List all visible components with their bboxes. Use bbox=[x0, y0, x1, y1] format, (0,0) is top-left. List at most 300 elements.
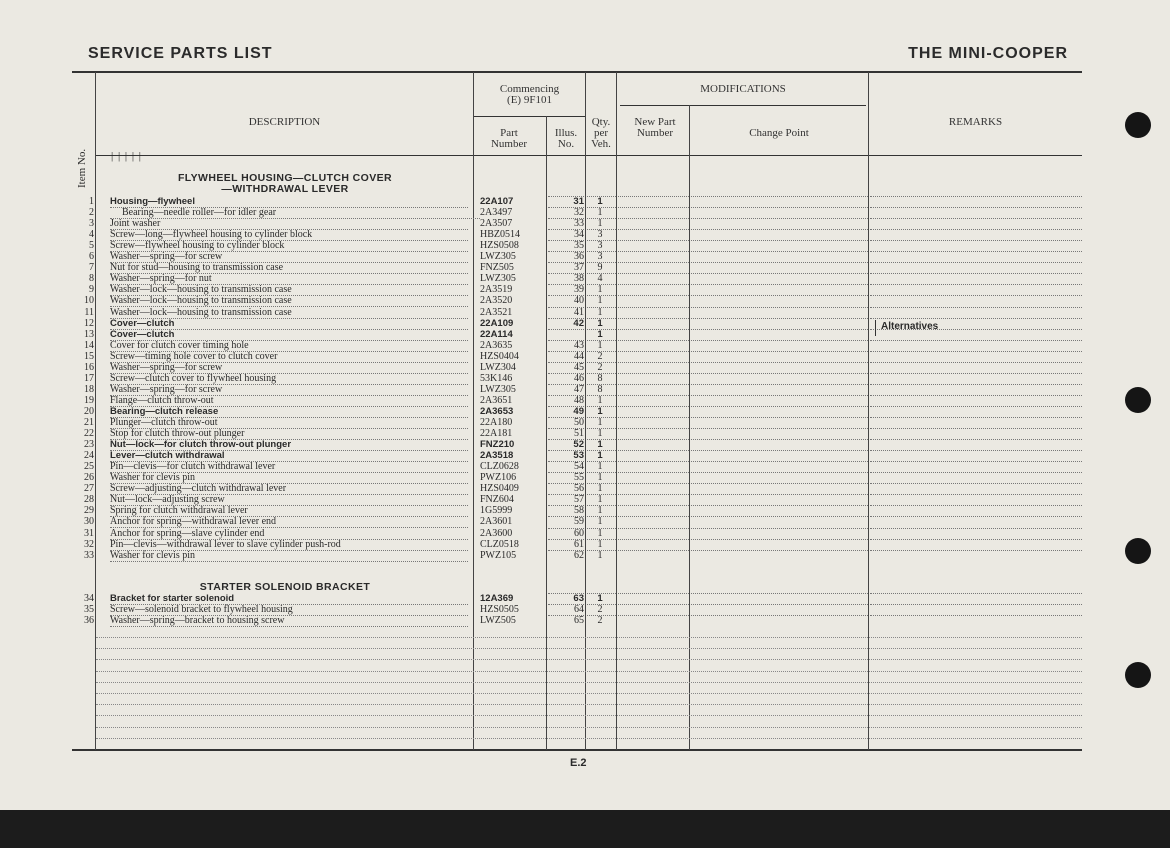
blank-row-line bbox=[96, 693, 1082, 694]
dotted-leader bbox=[548, 494, 584, 495]
dotted-leader bbox=[870, 240, 1082, 241]
dotted-leader bbox=[691, 483, 868, 484]
part-description: Pin—clevis—withdrawal lever to slave cylinder push-rod bbox=[110, 539, 468, 551]
dotted-leader bbox=[870, 494, 1082, 495]
table-row bbox=[72, 295, 1082, 306]
table-row bbox=[72, 406, 1082, 417]
dotted-leader bbox=[691, 494, 868, 495]
table-row bbox=[72, 528, 1082, 539]
illus-number: 32 bbox=[574, 207, 584, 219]
part-number: 1G5999 bbox=[480, 505, 513, 517]
quantity: 1 bbox=[597, 538, 603, 550]
dotted-leader bbox=[618, 207, 689, 208]
part-description: Washer—spring—for screw bbox=[110, 362, 468, 374]
table-row bbox=[72, 229, 1082, 240]
quantity: 1 bbox=[597, 328, 603, 340]
part-description: Housing—flywheel bbox=[110, 196, 468, 208]
binder-hole bbox=[1125, 538, 1151, 564]
header-left-title: SERVICE PARTS LIST bbox=[88, 45, 273, 62]
dotted-leader bbox=[870, 229, 1082, 230]
table-row bbox=[72, 505, 1082, 516]
item-number: 36 bbox=[84, 615, 94, 627]
dotted-leader bbox=[548, 218, 584, 219]
item-number: 3 bbox=[89, 218, 94, 230]
item-number: 6 bbox=[89, 251, 94, 263]
dotted-leader bbox=[587, 229, 616, 230]
dotted-leader bbox=[870, 196, 1082, 197]
quantity: 1 bbox=[597, 494, 603, 506]
table-row bbox=[72, 196, 1082, 207]
item-no-header: Item No. bbox=[76, 148, 88, 188]
quantity: 1 bbox=[597, 394, 603, 406]
dotted-leader bbox=[691, 262, 868, 263]
dotted-leader bbox=[548, 262, 584, 263]
dotted-leader bbox=[691, 604, 868, 605]
dotted-leader bbox=[691, 516, 868, 517]
remarks-header: REMARKS bbox=[948, 116, 1003, 128]
dotted-leader bbox=[618, 550, 689, 551]
new-part-number-header: New Part Number bbox=[634, 116, 676, 139]
part-number: LWZ305 bbox=[480, 383, 516, 395]
part-description: Cover for clutch cover timing hole bbox=[110, 340, 468, 352]
illus-number: 60 bbox=[574, 527, 584, 539]
dotted-leader bbox=[548, 373, 584, 374]
dotted-leader bbox=[691, 395, 868, 396]
dotted-leader bbox=[870, 362, 1082, 363]
table-row bbox=[72, 373, 1082, 384]
dotted-leader bbox=[618, 262, 689, 263]
dotted-leader bbox=[691, 417, 868, 418]
item-number: 11 bbox=[84, 306, 94, 318]
blank-row-line bbox=[96, 671, 1082, 672]
dotted-leader bbox=[587, 384, 616, 385]
dotted-leader bbox=[870, 251, 1082, 252]
item-number: 7 bbox=[89, 262, 94, 274]
item-number: 9 bbox=[89, 284, 94, 296]
item-number: 32 bbox=[84, 538, 94, 550]
dotted-leader bbox=[691, 318, 868, 319]
item-number: 21 bbox=[84, 417, 94, 428]
dotted-leader bbox=[548, 406, 584, 407]
item-number: 12 bbox=[84, 317, 94, 329]
dotted-leader bbox=[870, 417, 1082, 418]
item-number: 19 bbox=[84, 394, 94, 406]
item-number: 23 bbox=[84, 439, 94, 451]
part-description: Screw—long—flywheel housing to cylinder block bbox=[110, 229, 468, 241]
part-number: 2A3507 bbox=[480, 218, 513, 230]
dotted-leader bbox=[691, 528, 868, 529]
dotted-leader bbox=[548, 240, 584, 241]
part-number: 22A109 bbox=[480, 317, 514, 329]
commencing-rule bbox=[474, 116, 585, 117]
item-number: 18 bbox=[84, 383, 94, 395]
quantity: 1 bbox=[597, 196, 603, 207]
part-description: Washer—lock—housing to transmission case bbox=[110, 307, 468, 319]
dotted-leader bbox=[691, 615, 868, 616]
table-bottom-rule bbox=[72, 749, 1082, 751]
dotted-leader bbox=[618, 340, 689, 341]
item-number: 20 bbox=[84, 405, 94, 417]
dotted-leader bbox=[548, 428, 584, 429]
dotted-leader bbox=[548, 539, 584, 540]
part-description: Bearing—needle roller—for idler gear bbox=[110, 207, 480, 219]
dotted-leader bbox=[870, 483, 1082, 484]
part-description: Pin—clevis—for clutch withdrawal lever bbox=[110, 461, 468, 473]
dotted-leader bbox=[618, 329, 689, 330]
illus-number: 47 bbox=[574, 383, 584, 395]
part-number: 22A107 bbox=[480, 196, 514, 207]
dotted-leader bbox=[618, 362, 689, 363]
part-number: 22A114 bbox=[480, 328, 513, 340]
illus-number: 46 bbox=[574, 372, 584, 384]
dotted-leader bbox=[618, 273, 689, 274]
dotted-leader bbox=[587, 295, 616, 296]
dotted-leader bbox=[587, 262, 616, 263]
dotted-leader bbox=[870, 373, 1082, 374]
part-description: Screw—clutch cover to flywheel housing bbox=[110, 373, 468, 385]
part-number: PWZ106 bbox=[480, 472, 517, 484]
table-row bbox=[72, 472, 1082, 483]
dotted-leader bbox=[870, 550, 1082, 551]
quantity: 1 bbox=[597, 306, 603, 318]
dotted-leader bbox=[618, 539, 689, 540]
table-row bbox=[72, 262, 1082, 273]
blank-row-line bbox=[96, 637, 1082, 638]
dotted-leader bbox=[548, 207, 584, 208]
table-row bbox=[72, 550, 1082, 561]
dotted-leader bbox=[548, 505, 584, 506]
dotted-leader bbox=[548, 528, 584, 529]
table-row bbox=[72, 273, 1082, 284]
dotted-leader bbox=[618, 295, 689, 296]
table-row bbox=[72, 483, 1082, 494]
dotted-leader bbox=[691, 428, 868, 429]
table-row bbox=[72, 417, 1082, 428]
part-description: Bearing—clutch release bbox=[110, 406, 468, 418]
dotted-leader bbox=[870, 284, 1082, 285]
quantity: 1 bbox=[597, 505, 603, 517]
dotted-leader bbox=[870, 340, 1082, 341]
part-description: Nut—lock—for clutch throw-out plunger bbox=[110, 439, 468, 451]
dotted-leader bbox=[548, 450, 584, 451]
dotted-leader bbox=[691, 240, 868, 241]
part-number: 2A3520 bbox=[480, 295, 513, 307]
table-top-rule bbox=[72, 71, 1082, 73]
dotted-leader bbox=[691, 229, 868, 230]
page-number: E.2 bbox=[570, 757, 587, 769]
part-number: HZS0404 bbox=[480, 350, 519, 362]
quantity: 1 bbox=[597, 218, 603, 230]
dotted-leader bbox=[548, 472, 584, 473]
quantity: 8 bbox=[597, 383, 603, 395]
dotted-leader bbox=[548, 284, 584, 285]
dotted-leader bbox=[587, 615, 616, 616]
dotted-leader bbox=[587, 428, 616, 429]
part-description: Washer—lock—housing to transmission case bbox=[110, 295, 468, 307]
part-description: Cover—clutch bbox=[110, 318, 468, 330]
part-number: CLZ0628 bbox=[480, 461, 519, 473]
dotted-leader bbox=[691, 218, 868, 219]
dotted-leader bbox=[870, 461, 1082, 462]
quantity: 1 bbox=[597, 295, 603, 307]
dotted-leader bbox=[618, 439, 689, 440]
dotted-leader bbox=[587, 593, 616, 594]
illus-number: 31 bbox=[573, 196, 584, 207]
item-number: 33 bbox=[84, 549, 94, 561]
dotted-leader bbox=[870, 615, 1082, 616]
part-description: Washer for clevis pin bbox=[110, 472, 468, 484]
dotted-leader bbox=[618, 240, 689, 241]
item-number: 26 bbox=[84, 472, 94, 484]
part-number: PWZ105 bbox=[480, 549, 517, 561]
dotted-leader bbox=[618, 229, 689, 230]
dotted-leader bbox=[618, 251, 689, 252]
item-number: 27 bbox=[84, 483, 94, 495]
illus-number: 59 bbox=[574, 516, 584, 528]
item-number: 28 bbox=[84, 494, 94, 506]
modifications-header: MODIFICATIONS bbox=[700, 83, 786, 95]
quantity: 1 bbox=[597, 549, 603, 561]
commencing-sub-header: (E) 9F101 bbox=[507, 94, 552, 106]
table-row bbox=[72, 351, 1082, 362]
dotted-leader bbox=[870, 207, 1082, 208]
illus-number: 54 bbox=[574, 461, 584, 473]
part-number: FNZ210 bbox=[480, 439, 515, 451]
quantity: 1 bbox=[597, 207, 603, 219]
dotted-leader bbox=[548, 483, 584, 484]
table-row bbox=[72, 439, 1082, 450]
item-number: 29 bbox=[84, 505, 94, 517]
dotted-leader bbox=[548, 615, 584, 616]
item-number: 16 bbox=[84, 361, 94, 373]
dotted-leader bbox=[618, 450, 689, 451]
part-description: Nut—lock—adjusting screw bbox=[110, 494, 468, 506]
table-row bbox=[72, 362, 1082, 373]
part-number: 22A180 bbox=[480, 417, 513, 428]
dotted-leader bbox=[587, 417, 616, 418]
part-number: CLZ0518 bbox=[480, 538, 519, 550]
item-number: 14 bbox=[84, 339, 94, 351]
dotted-leader bbox=[587, 373, 616, 374]
section-title: FLYWHEEL HOUSING—CLUTCH COVER bbox=[177, 172, 393, 184]
illus-number: 48 bbox=[574, 394, 584, 406]
blank-row-line bbox=[96, 738, 1082, 739]
dotted-leader bbox=[548, 340, 584, 341]
dotted-leader bbox=[587, 196, 616, 197]
description-header: DESCRIPTION bbox=[248, 116, 321, 128]
dotted-leader bbox=[587, 362, 616, 363]
dotted-leader bbox=[870, 318, 1082, 319]
part-description: Screw—adjusting—clutch withdrawal lever bbox=[110, 483, 468, 495]
part-description: Washer—spring—for screw bbox=[110, 384, 468, 396]
dotted-leader bbox=[587, 207, 616, 208]
dotted-leader bbox=[618, 472, 689, 473]
dotted-leader bbox=[587, 450, 616, 451]
item-number: 24 bbox=[84, 450, 94, 462]
illus-number: 44 bbox=[574, 350, 584, 362]
table-row bbox=[72, 395, 1082, 406]
dotted-leader bbox=[587, 604, 616, 605]
part-number: 2A3635 bbox=[480, 339, 513, 351]
blank-row-line bbox=[96, 715, 1082, 716]
dotted-leader bbox=[587, 505, 616, 506]
dotted-leader bbox=[870, 472, 1082, 473]
table-row bbox=[72, 593, 1082, 604]
dotted-leader bbox=[691, 340, 868, 341]
dotted-leader bbox=[587, 329, 616, 330]
part-number: LWZ305 bbox=[480, 251, 516, 263]
section-subtitle: —WITHDRAWAL LEVER bbox=[221, 183, 349, 195]
illus-number: 65 bbox=[574, 615, 584, 627]
part-number: 22A181 bbox=[480, 428, 513, 440]
dotted-leader bbox=[587, 218, 616, 219]
dotted-leader bbox=[691, 505, 868, 506]
dotted-leader bbox=[870, 528, 1082, 529]
part-description: Cover—clutch bbox=[110, 329, 468, 341]
dotted-leader bbox=[870, 307, 1082, 308]
dotted-leader bbox=[548, 593, 584, 594]
quantity: 1 bbox=[597, 317, 603, 329]
table-row bbox=[72, 207, 1082, 218]
quantity: 2 bbox=[597, 615, 603, 627]
part-description: Lever—clutch withdrawal bbox=[110, 450, 468, 462]
part-number: 2A3519 bbox=[480, 284, 513, 296]
quantity: 2 bbox=[597, 604, 603, 616]
dotted-leader bbox=[691, 539, 868, 540]
illus-number: 53 bbox=[573, 450, 584, 462]
dotted-leader bbox=[691, 406, 868, 407]
dotted-leader bbox=[618, 516, 689, 517]
dotted-leader bbox=[618, 428, 689, 429]
part-description: Washer for clevis pin bbox=[110, 550, 468, 562]
dotted-leader bbox=[587, 550, 616, 551]
header-right-title: THE MINI-COOPER bbox=[908, 45, 1068, 62]
dotted-leader bbox=[691, 373, 868, 374]
dotted-leader bbox=[587, 340, 616, 341]
quantity: 3 bbox=[597, 240, 603, 252]
item-number: 2 bbox=[89, 207, 94, 219]
part-description: Joint washer bbox=[110, 218, 468, 230]
dotted-leader bbox=[618, 284, 689, 285]
dotted-leader bbox=[870, 439, 1082, 440]
dotted-leader bbox=[691, 593, 868, 594]
part-number: 2A3601 bbox=[480, 516, 513, 528]
dotted-leader bbox=[870, 273, 1082, 274]
dotted-leader bbox=[548, 417, 584, 418]
illus-number: 34 bbox=[574, 229, 584, 241]
illus-number: 49 bbox=[573, 405, 584, 417]
dotted-leader bbox=[870, 384, 1082, 385]
dotted-leader bbox=[548, 318, 584, 319]
quantity: 1 bbox=[597, 450, 603, 462]
item-number: 5 bbox=[89, 240, 94, 252]
illus-number: 51 bbox=[574, 428, 584, 440]
quantity: 3 bbox=[597, 229, 603, 241]
dotted-leader bbox=[587, 351, 616, 352]
illus-number: 33 bbox=[574, 218, 584, 230]
quantity: 1 bbox=[597, 527, 603, 539]
binder-hole bbox=[1125, 112, 1151, 138]
dotted-leader bbox=[691, 329, 868, 330]
item-number: 35 bbox=[84, 604, 94, 616]
item-number: 34 bbox=[84, 593, 94, 604]
dotted-leader bbox=[870, 593, 1082, 594]
part-description: Washer—spring—bracket to housing screw bbox=[110, 615, 468, 627]
part-number: LWZ305 bbox=[480, 273, 516, 285]
quantity: 1 bbox=[597, 339, 603, 351]
item-number: 1 bbox=[89, 196, 94, 207]
illus-number: 50 bbox=[574, 417, 584, 428]
dotted-leader bbox=[691, 351, 868, 352]
dotted-leader bbox=[587, 240, 616, 241]
illus-number: 64 bbox=[574, 604, 584, 616]
part-description: Bracket for starter solenoid bbox=[110, 593, 468, 605]
part-number: LWZ505 bbox=[480, 615, 516, 627]
illus-number: 42 bbox=[573, 317, 584, 329]
change-point-header: Change Point bbox=[749, 127, 809, 139]
illus-number: 35 bbox=[574, 240, 584, 252]
illus-number: 52 bbox=[573, 439, 584, 451]
blank-row-line bbox=[96, 648, 1082, 649]
dotted-leader bbox=[548, 273, 584, 274]
quantity: 9 bbox=[597, 262, 603, 274]
illus-number: 57 bbox=[574, 494, 584, 506]
dotted-leader bbox=[587, 284, 616, 285]
part-number: FNZ604 bbox=[480, 494, 514, 506]
dotted-leader bbox=[691, 196, 868, 197]
dotted-leader bbox=[548, 251, 584, 252]
table-row bbox=[72, 539, 1082, 550]
dotted-leader bbox=[587, 472, 616, 473]
dotted-leader bbox=[587, 516, 616, 517]
part-description: Screw—flywheel housing to cylinder block bbox=[110, 240, 468, 252]
dotted-leader bbox=[548, 295, 584, 296]
item-number: 25 bbox=[84, 461, 94, 473]
item-number: 15 bbox=[84, 350, 94, 362]
dotted-leader bbox=[691, 307, 868, 308]
table-row bbox=[72, 450, 1082, 461]
header-bottom-rule bbox=[96, 155, 1082, 156]
part-number: 2A3600 bbox=[480, 527, 513, 539]
illus-number: 43 bbox=[574, 339, 584, 351]
dotted-leader bbox=[691, 362, 868, 363]
dotted-leader bbox=[618, 351, 689, 352]
illus-number: 40 bbox=[574, 295, 584, 307]
dotted-leader bbox=[870, 262, 1082, 263]
dotted-leader bbox=[691, 284, 868, 285]
dotted-leader bbox=[870, 516, 1082, 517]
illus-number: 55 bbox=[574, 472, 584, 484]
part-description: Screw—solenoid bracket to flywheel housing bbox=[110, 604, 468, 616]
table-row bbox=[72, 240, 1082, 251]
item-number: 13 bbox=[84, 328, 94, 340]
dotted-leader bbox=[548, 461, 584, 462]
dotted-leader bbox=[618, 395, 689, 396]
dotted-leader bbox=[587, 439, 616, 440]
dotted-leader bbox=[587, 406, 616, 407]
dotted-leader bbox=[548, 329, 584, 330]
part-description: Washer—spring—for screw bbox=[110, 251, 468, 263]
dotted-leader bbox=[618, 417, 689, 418]
part-description: Washer—spring—for nut bbox=[110, 273, 468, 285]
part-number: FNZ505 bbox=[480, 262, 514, 274]
dotted-leader bbox=[587, 395, 616, 396]
quantity: 1 bbox=[597, 472, 603, 484]
part-number: HZS0505 bbox=[480, 604, 519, 616]
part-description: Washer—lock—housing to transmission case bbox=[110, 284, 468, 296]
quantity: 4 bbox=[597, 273, 603, 285]
part-number: LWZ304 bbox=[480, 361, 516, 373]
